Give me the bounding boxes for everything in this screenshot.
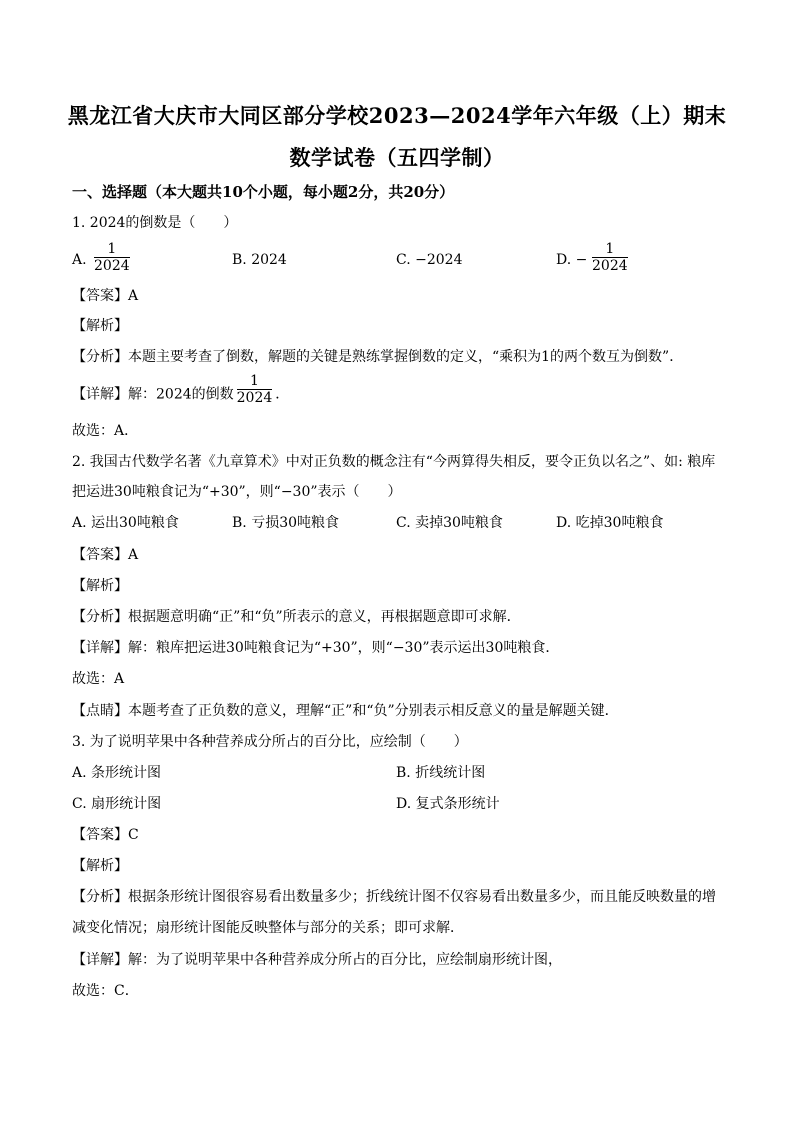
q1-xiangjie-text: 【详解】解：2024的倒数 [72,386,234,403]
q1-xiangjie-numerator: 1 [237,373,273,390]
q2-option-c: C. 卖掉30吨粮食 [396,515,503,531]
q1-analysis: 【解析】 [72,318,128,334]
q3-option-c: C. 扇形统计图 [72,796,162,812]
q1-answer: 【答案】A [72,288,139,304]
q3-xiangjie: 【详解】解：为了说明苹果中各种营养成分所占的百分比，应绘制扇形统计图， [72,952,562,968]
q2-dianjing: 【点睛】本题考查了正负数的意义，理解“正”和“负”分别表示相反意义的量是解题关键． [72,703,619,719]
q1-xiangjie-end: ． [275,386,290,403]
q2-xiangjie: 【详解】解：粮库把运进30吨粮食记为“+30”，则“−30”表示运出30吨粮食． [72,640,560,656]
q1-option-a-fraction [94,241,130,274]
title-line-2: 数学试卷（五四学制） [289,145,505,170]
title-line-1: 黑龙江省大庆市大同区部分学校2023—2024学年六年级（上）期末 [67,103,727,128]
q1-a-numerator: 1 [94,241,130,258]
q2-analysis: 【解析】 [72,578,128,594]
q1-choose: 故选：A． [72,423,139,439]
q2-stem-line-2: 把运进30吨粮食记为“+30”，则“−30”表示（ ） [72,484,402,500]
q2-answer: 【答案】A [72,547,139,563]
q3-option-d: D. 复式条形统计 [396,796,500,812]
q1-option-c: C. −2024 [396,252,463,268]
q2-option-a: A. 运出30吨粮食 [72,515,179,531]
q1-xiangjie-denominator: 2024 [236,390,273,406]
q1-d-denominator: 2024 [592,258,628,274]
q3-analysis: 【解析】 [72,858,128,874]
q1-option-d-fraction [592,241,628,274]
q1-option-a-label: A. [72,252,87,268]
q1-a-denominator: 2024 [94,258,130,274]
q1-option-d-label: D. − [556,252,588,268]
q2-option-b: B. 亏损30吨粮食 [232,515,340,531]
q3-option-a: A. 条形统计图 [72,765,162,781]
q3-fenxi-line-1: 【分析】根据条形统计图很容易看出数量多少；折线统计图不仅容易看出数量多少，而且能反映数量的增 [72,889,716,905]
q3-choose: 故选：C． [72,983,139,999]
q1-fenxi: 【分析】本题主要考查了倒数，解题的关键是熟练掌握倒数的定义，“乘积为1的两个数互为倒数”． [72,349,684,365]
q1-stem: 1. 2024的倒数是（ ） [72,215,238,231]
q2-fenxi: 【分析】根据题意明确“正”和“负”所表示的意义，再根据题意即可求解． [72,609,521,625]
q2-choose: 故选：A [72,671,125,687]
q3-option-b: B. 折线统计图 [396,765,486,781]
q1-option-b: B. 2024 [232,252,287,268]
q3-stem: 3. 为了说明苹果中各种营养成分所占的百分比，应绘制（ ） [72,734,468,750]
section-heading: 一、选择题（本大题共10个小题，每小题2分，共20分） [72,183,455,201]
q2-option-d: D. 吃掉30吨粮食 [556,515,664,531]
q3-fenxi-line-2: 减变化情况；扇形统计图能反映整体与部分的关系；即可求解． [72,920,464,936]
q1-d-numerator: 1 [592,241,628,258]
q1-xiangjie-fraction [237,373,273,406]
q2-stem-line-1: 2. 我国古代数学名著《九章算术》中对正负数的概念注有“今两算得失相反，要令正负以名之”、如: 粮库 [72,454,716,470]
q1-xiangjie [72,373,290,406]
q3-answer: 【答案】C [72,827,139,843]
